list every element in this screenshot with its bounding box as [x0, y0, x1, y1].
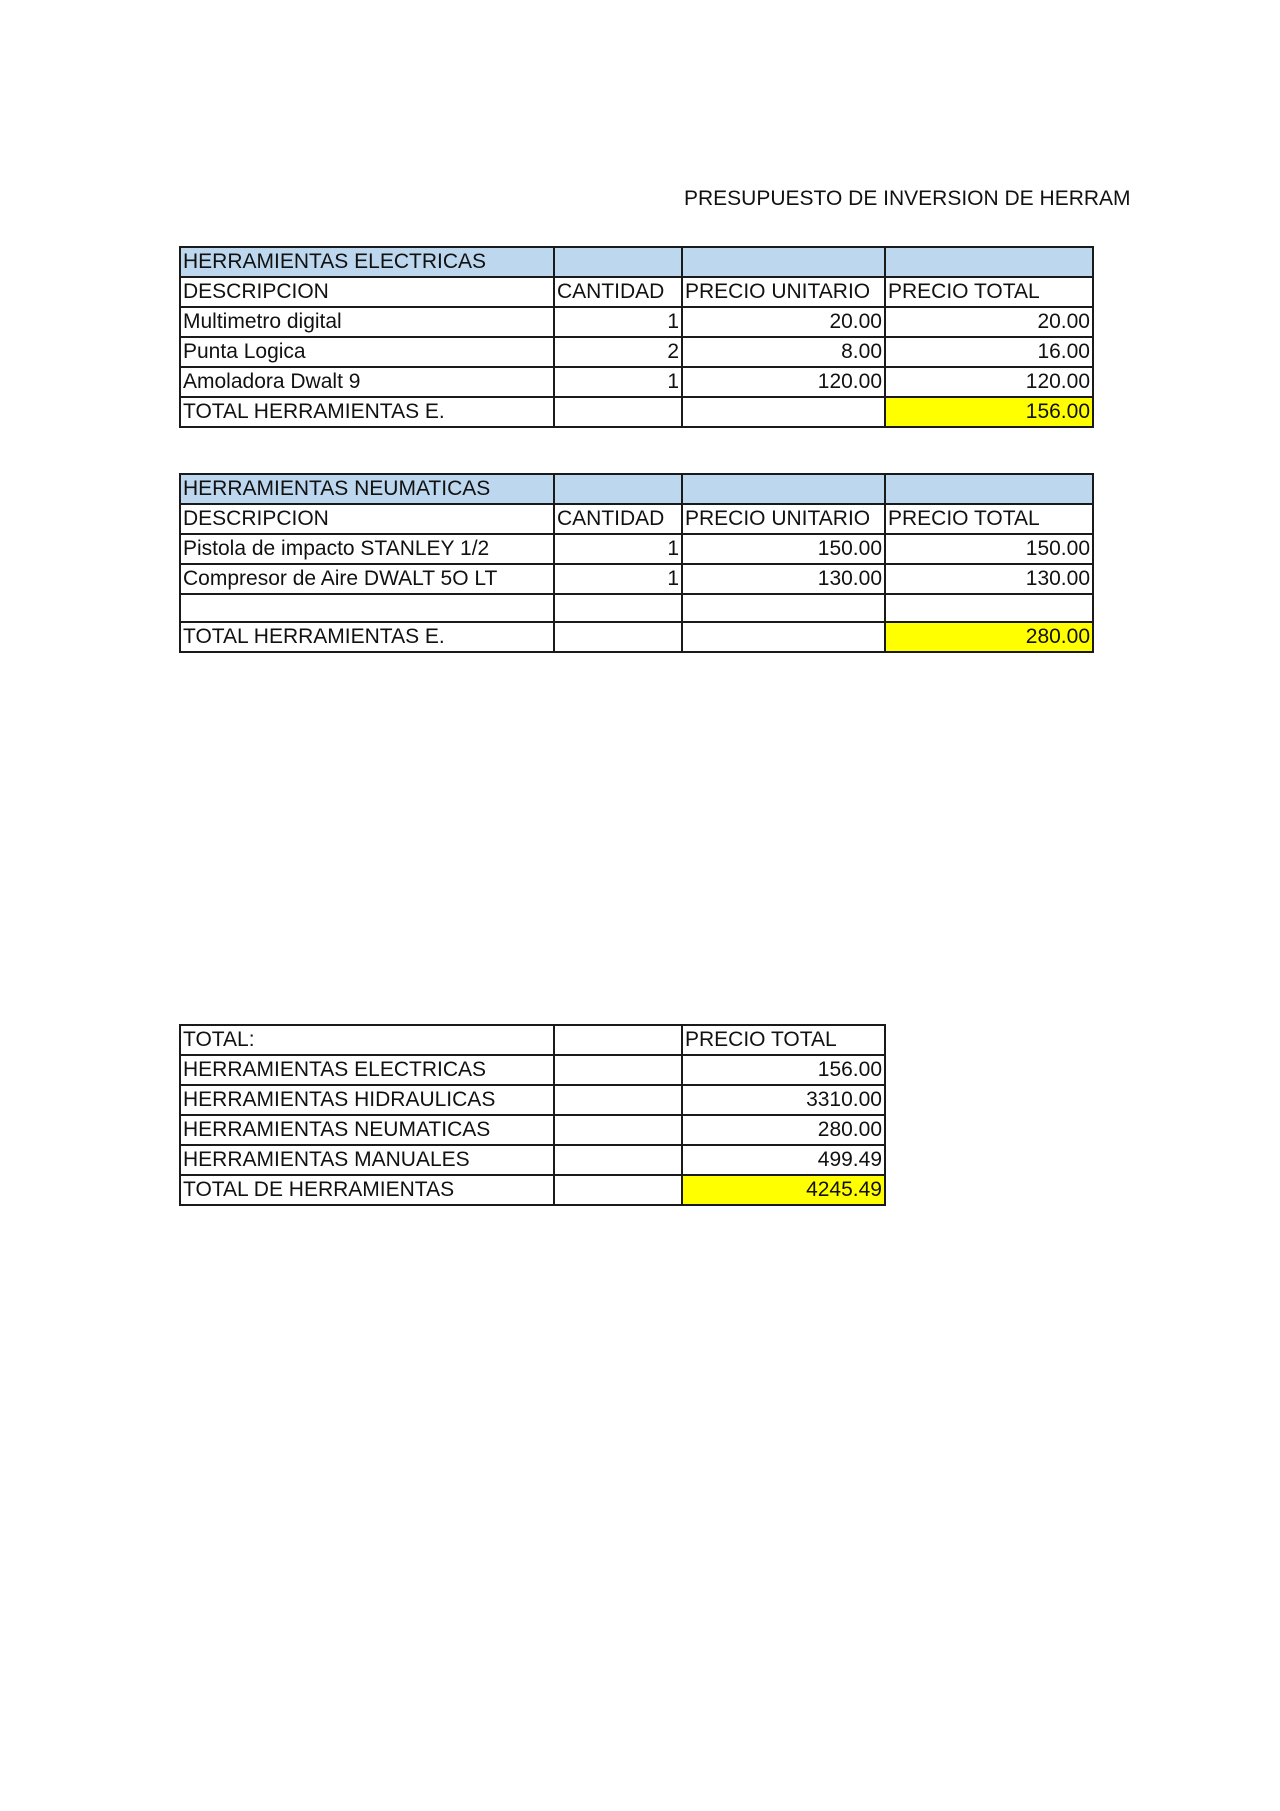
empty-cell[interactable]: [554, 1115, 682, 1145]
descripcion-cell[interactable]: Punta Logica: [180, 337, 554, 367]
table-row: [180, 337, 1093, 367]
column-header-precio-unitario[interactable]: PRECIO UNITARIO: [682, 277, 885, 307]
empty-cell[interactable]: [682, 622, 885, 652]
document-title: PRESUPUESTO DE INVERSION DE HERRAM: [684, 187, 1131, 210]
column-header-cantidad[interactable]: CANTIDAD: [554, 277, 682, 307]
empty-cell[interactable]: [682, 594, 885, 622]
empty-cell[interactable]: [682, 474, 885, 504]
neumaticas-section-header-row: [180, 474, 1093, 504]
precio-unitario-cell[interactable]: 150.00: [682, 534, 885, 564]
column-header-precio-total[interactable]: PRECIO TOTAL: [885, 504, 1093, 534]
total-row: [180, 397, 1093, 427]
total-value-cell[interactable]: 4245.49: [682, 1175, 885, 1205]
empty-cell[interactable]: [554, 1085, 682, 1115]
total-row: [180, 622, 1093, 652]
empty-cell[interactable]: [554, 247, 682, 277]
descripcion-cell[interactable]: Amoladora Dwalt 9: [180, 367, 554, 397]
table-row: [180, 1145, 885, 1175]
table-row: [180, 1115, 885, 1145]
column-header-descripcion[interactable]: DESCRIPCION: [180, 277, 554, 307]
column-header-precio-unitario[interactable]: PRECIO UNITARIO: [682, 504, 885, 534]
category-cell[interactable]: HERRAMIENTAS NEUMATICAS: [180, 1115, 554, 1145]
empty-cell[interactable]: [554, 594, 682, 622]
cantidad-cell[interactable]: 1: [554, 534, 682, 564]
descripcion-cell[interactable]: Compresor de Aire DWALT 5O LT: [180, 564, 554, 594]
electricas-table: [179, 246, 1094, 428]
descripcion-cell[interactable]: Multimetro digital: [180, 307, 554, 337]
column-header-precio-total[interactable]: PRECIO TOTAL: [885, 277, 1093, 307]
descripcion-cell[interactable]: Pistola de impacto STANLEY 1/2: [180, 534, 554, 564]
total-row: [180, 1175, 885, 1205]
category-cell[interactable]: HERRAMIENTAS ELECTRICAS: [180, 1055, 554, 1085]
precio-total-cell[interactable]: 16.00: [885, 337, 1093, 367]
total-label-cell[interactable]: TOTAL DE HERRAMIENTAS: [180, 1175, 554, 1205]
table-row: [180, 534, 1093, 564]
column-header-cantidad[interactable]: CANTIDAD: [554, 504, 682, 534]
table-row: [180, 367, 1093, 397]
precio-unitario-cell[interactable]: 130.00: [682, 564, 885, 594]
table-row: [180, 307, 1093, 337]
empty-cell[interactable]: [885, 247, 1093, 277]
cantidad-cell[interactable]: 1: [554, 307, 682, 337]
column-header-descripcion[interactable]: DESCRIPCION: [180, 504, 554, 534]
section-title-cell[interactable]: HERRAMIENTAS NEUMATICAS: [180, 474, 554, 504]
category-cell[interactable]: HERRAMIENTAS MANUALES: [180, 1145, 554, 1175]
precio-total-cell[interactable]: 20.00: [885, 307, 1093, 337]
precio-unitario-cell[interactable]: 120.00: [682, 367, 885, 397]
total-label-cell[interactable]: TOTAL HERRAMIENTAS E.: [180, 397, 554, 427]
neumaticas-table: [179, 473, 1094, 653]
column-header-precio-total[interactable]: PRECIO TOTAL: [682, 1025, 885, 1055]
precio-total-cell[interactable]: 150.00: [885, 534, 1093, 564]
empty-cell[interactable]: [885, 474, 1093, 504]
value-cell[interactable]: 156.00: [682, 1055, 885, 1085]
empty-cell[interactable]: [554, 397, 682, 427]
empty-cell[interactable]: [682, 397, 885, 427]
cantidad-cell[interactable]: 2: [554, 337, 682, 367]
resumen-header-row: [180, 1025, 885, 1055]
cantidad-cell[interactable]: 1: [554, 564, 682, 594]
column-header-row: [180, 504, 1093, 534]
empty-cell[interactable]: [180, 594, 554, 622]
value-cell[interactable]: 280.00: [682, 1115, 885, 1145]
empty-cell[interactable]: [554, 1025, 682, 1055]
precio-total-cell[interactable]: 130.00: [885, 564, 1093, 594]
table-row: [180, 564, 1093, 594]
value-cell[interactable]: 3310.00: [682, 1085, 885, 1115]
empty-cell[interactable]: [554, 474, 682, 504]
table-row: [180, 1085, 885, 1115]
value-cell[interactable]: 499.49: [682, 1145, 885, 1175]
precio-unitario-cell[interactable]: 20.00: [682, 307, 885, 337]
empty-row: [180, 594, 1093, 622]
category-cell[interactable]: HERRAMIENTAS HIDRAULICAS: [180, 1085, 554, 1115]
empty-cell[interactable]: [885, 594, 1093, 622]
precio-unitario-cell[interactable]: 8.00: [682, 337, 885, 367]
precio-total-cell[interactable]: 120.00: [885, 367, 1093, 397]
section-title-cell[interactable]: HERRAMIENTAS ELECTRICAS: [180, 247, 554, 277]
empty-cell[interactable]: [554, 1175, 682, 1205]
resumen-label-cell[interactable]: TOTAL:: [180, 1025, 554, 1055]
empty-cell[interactable]: [554, 1145, 682, 1175]
total-value-cell[interactable]: 280.00: [885, 622, 1093, 652]
column-header-row: [180, 277, 1093, 307]
cantidad-cell[interactable]: 1: [554, 367, 682, 397]
electricas-section-header-row: [180, 247, 1093, 277]
empty-cell[interactable]: [554, 1055, 682, 1085]
total-label-cell[interactable]: TOTAL HERRAMIENTAS E.: [180, 622, 554, 652]
empty-cell[interactable]: [554, 622, 682, 652]
total-value-cell[interactable]: 156.00: [885, 397, 1093, 427]
resumen-table: [179, 1024, 886, 1206]
empty-cell[interactable]: [682, 247, 885, 277]
table-row: [180, 1055, 885, 1085]
